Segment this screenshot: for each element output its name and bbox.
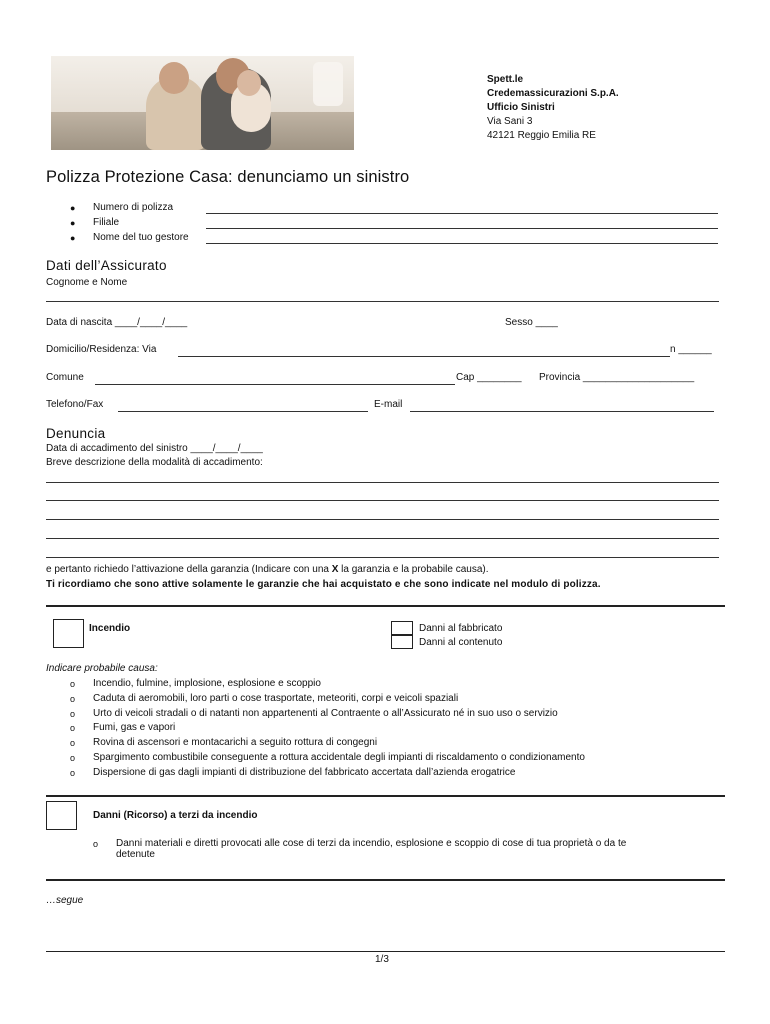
recipient-city: 42121 Reggio Emilia RE [487, 130, 596, 141]
fire-checkbox[interactable] [53, 619, 84, 648]
phone-field[interactable] [118, 411, 368, 412]
circle-bullet-icon: o [70, 723, 76, 733]
header-photo [51, 56, 354, 150]
cap-field[interactable]: Cap ________ [456, 372, 522, 383]
bullet-icon: ● [70, 203, 76, 213]
email-label: E-mail [374, 399, 403, 410]
circle-bullet-icon: o [70, 679, 76, 689]
manager-label: Nome del tuo gestore [93, 232, 189, 243]
bullet-icon: ● [70, 233, 76, 243]
third-party-checkbox[interactable] [46, 801, 77, 830]
description-line[interactable] [46, 519, 719, 520]
circle-bullet-icon: o [70, 753, 76, 763]
guarantee-note: e pertanto richiedo l’attivazione della garanzia (Indicare con una X la garanzia e la probabile causa). [46, 564, 489, 575]
section-divider [46, 605, 725, 607]
third-party-label: Danni (Ricorso) a terzi da incendio [93, 810, 258, 821]
building-damage-label: Danni al fabbricato [419, 623, 503, 634]
cause-item: Spargimento combustibile conseguente a rottura accidentale degli impianti di riscaldamento o condizionamento [93, 752, 585, 763]
province-field[interactable]: Provincia ____________________ [539, 372, 695, 383]
recipient-address [487, 73, 619, 143]
description-label: Breve descrizione della modalità di accadimento: [46, 457, 263, 468]
cause-item: Urto di veicoli stradali o di natanti non appartenenti al Contraente o all’Assicurato né in suo uso o servizio [93, 708, 558, 719]
manager-field[interactable] [206, 243, 718, 244]
continues-note: …segue [46, 895, 84, 906]
claim-heading: Denuncia [46, 426, 106, 441]
circle-bullet-icon: o [70, 768, 76, 778]
branch-label: Filiale [93, 217, 120, 228]
contents-damage-label: Danni al contenuto [419, 637, 503, 648]
insured-heading: Dati dell’Assicurato [46, 258, 167, 273]
cause-item: Incendio, fulmine, implosione, esplosione e scoppio [93, 678, 321, 689]
policy-number-field[interactable] [206, 213, 718, 214]
section-divider [46, 795, 725, 797]
bullet-icon: ● [70, 218, 76, 228]
guarantee-reminder: Ti ricordiamo che sono attive solamente le garanzie che hai acquistato e che sono indicate nel modulo di polizza. [46, 579, 601, 590]
description-line[interactable] [46, 538, 719, 539]
branch-field[interactable] [206, 228, 718, 229]
policy-number-label: Numero di polizza [93, 202, 174, 213]
name-field[interactable] [46, 301, 719, 302]
phone-label: Telefono/Fax [46, 399, 104, 410]
email-field[interactable] [410, 411, 714, 412]
page-title: Polizza Protezione Casa: denunciamo un sinistro [46, 168, 410, 186]
circle-bullet-icon: o [70, 709, 76, 719]
description-line[interactable] [46, 557, 719, 558]
building-damage-checkbox[interactable] [391, 621, 413, 635]
cause-item: Rovina di ascensori e montacarichi a seguito rottura di congegni [93, 737, 378, 748]
recipient-street: Via Sani 3 [487, 116, 533, 127]
sex-field[interactable]: Sesso ____ [505, 317, 558, 328]
circle-bullet-icon: o [70, 694, 76, 704]
name-label: Cognome e Nome [46, 277, 128, 288]
birth-date-field[interactable]: Data di nascita ____/____/____ [46, 317, 188, 328]
circle-bullet-icon: o [70, 738, 76, 748]
fire-label: Incendio [89, 623, 131, 634]
description-line[interactable] [46, 482, 719, 483]
footer-divider [46, 951, 725, 952]
page-number: 1/3 [375, 954, 389, 965]
city-label: Comune [46, 372, 84, 383]
recipient-company: Credemassicurazioni S.p.A. [487, 88, 619, 99]
address-field[interactable] [178, 356, 670, 357]
cause-item: Dispersione di gas dagli impianti di distribuzione del fabbricato accertata dall’azienda erogatrice [93, 767, 516, 778]
circle-bullet-icon: o [93, 839, 99, 849]
accident-date-field[interactable]: Data di accadimento del sinistro ____/____/____ [46, 443, 263, 454]
address-label: Domicilio/Residenza: Via [46, 344, 157, 355]
recipient-line: Spett.le [487, 74, 524, 85]
cause-item: Fumi, gas e vapori [93, 722, 176, 733]
section-divider [46, 879, 725, 881]
cause-item: Caduta di aeromobili, loro parti o cose trasportate, meteoriti, corpi e veicoli spaziali [93, 693, 459, 704]
third-party-item: Danni materiali e diretti provocati alle cose di terzi da incendio, esplosione e scoppio di cose di tua proprietà o da te detenute [116, 838, 627, 860]
recipient-office: Ufficio Sinistri [487, 102, 555, 113]
street-number-field[interactable]: n ______ [670, 344, 712, 355]
cause-label: Indicare probabile causa: [46, 663, 158, 674]
description-line[interactable] [46, 500, 719, 501]
city-field[interactable] [95, 384, 455, 385]
contents-damage-checkbox[interactable] [391, 635, 413, 649]
